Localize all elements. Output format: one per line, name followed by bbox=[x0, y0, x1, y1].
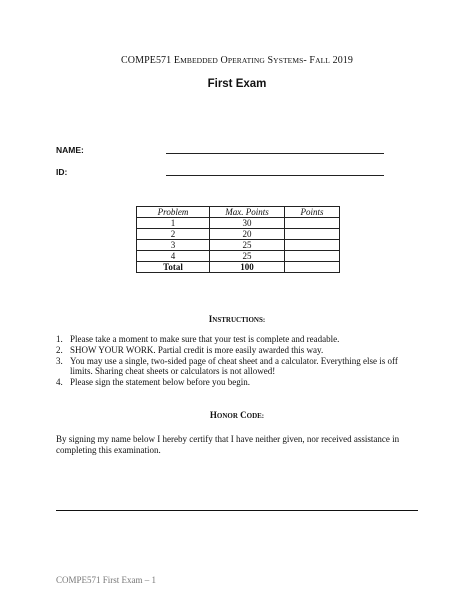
item-number: 1. bbox=[56, 334, 63, 344]
page-footer: COMPE571 First Exam – 1 bbox=[56, 575, 157, 585]
points-cell[interactable] bbox=[285, 218, 340, 229]
id-field[interactable] bbox=[166, 175, 384, 176]
header-points: Points bbox=[285, 207, 340, 218]
name-label: NAME: bbox=[56, 145, 84, 155]
id-label: ID: bbox=[56, 167, 68, 177]
total-label: Total bbox=[137, 262, 210, 273]
problem-number: 1 bbox=[137, 218, 210, 229]
item-number: 2. bbox=[56, 344, 63, 355]
header-problem: Problem bbox=[137, 207, 210, 218]
list-item bbox=[56, 377, 418, 388]
course-title: COMPE571 EMBEDDED OPERATING SYSTEMS- FALL 2019 bbox=[121, 55, 353, 66]
total-row bbox=[137, 262, 340, 273]
item-number: 3. bbox=[56, 355, 63, 366]
max-points-value: 25 bbox=[210, 251, 285, 262]
course-year: 2019 bbox=[332, 55, 353, 66]
table-row bbox=[137, 218, 340, 229]
table-row bbox=[137, 240, 340, 251]
name-field[interactable] bbox=[166, 153, 384, 154]
problem-number: 2 bbox=[137, 229, 210, 240]
total-points-cell[interactable] bbox=[285, 262, 340, 273]
list-item bbox=[56, 345, 418, 356]
problem-number: 3 bbox=[137, 240, 210, 251]
problem-number: 4 bbox=[137, 251, 210, 262]
table-row bbox=[137, 251, 340, 262]
honor-code-statement: By signing my name below I hereby certify that I have neither given, nor received assistance in completing this examination. bbox=[56, 434, 400, 455]
max-points-value: 20 bbox=[210, 229, 285, 240]
item-text: Please take a moment to make sure that your test is complete and readable. bbox=[70, 334, 340, 344]
honor-code-heading: HONOR CODE: bbox=[209, 410, 265, 420]
total-value: 100 bbox=[210, 262, 285, 273]
table-row bbox=[137, 229, 340, 240]
instructions-heading: INSTRUCTIONS: bbox=[208, 314, 266, 324]
score-table bbox=[136, 206, 340, 273]
item-number: 4. bbox=[56, 377, 63, 388]
points-cell[interactable] bbox=[285, 229, 340, 240]
signature-line[interactable] bbox=[56, 510, 418, 511]
points-cell[interactable] bbox=[285, 251, 340, 262]
instructions-list bbox=[56, 334, 418, 388]
score-table-header-row bbox=[137, 207, 340, 218]
max-points-value: 30 bbox=[210, 218, 285, 229]
header-max-points: Max. Points bbox=[210, 207, 285, 218]
list-item bbox=[56, 334, 418, 345]
points-cell[interactable] bbox=[285, 240, 340, 251]
item-text: SHOW YOUR WORK. Partial credit is more easily awarded this way. bbox=[70, 344, 324, 355]
exam-title: First Exam bbox=[207, 78, 267, 90]
item-text: You may use a single, two-sided page of cheat sheet and a calculator. Everything else is off limits. Sharing cheat sheets or calculators is not allowed! bbox=[70, 355, 398, 377]
course-code: COMPE571 bbox=[121, 55, 172, 66]
item-text: Please sign the statement below before you begin. bbox=[70, 377, 250, 388]
max-points-value: 25 bbox=[210, 240, 285, 251]
list-item bbox=[56, 356, 418, 378]
